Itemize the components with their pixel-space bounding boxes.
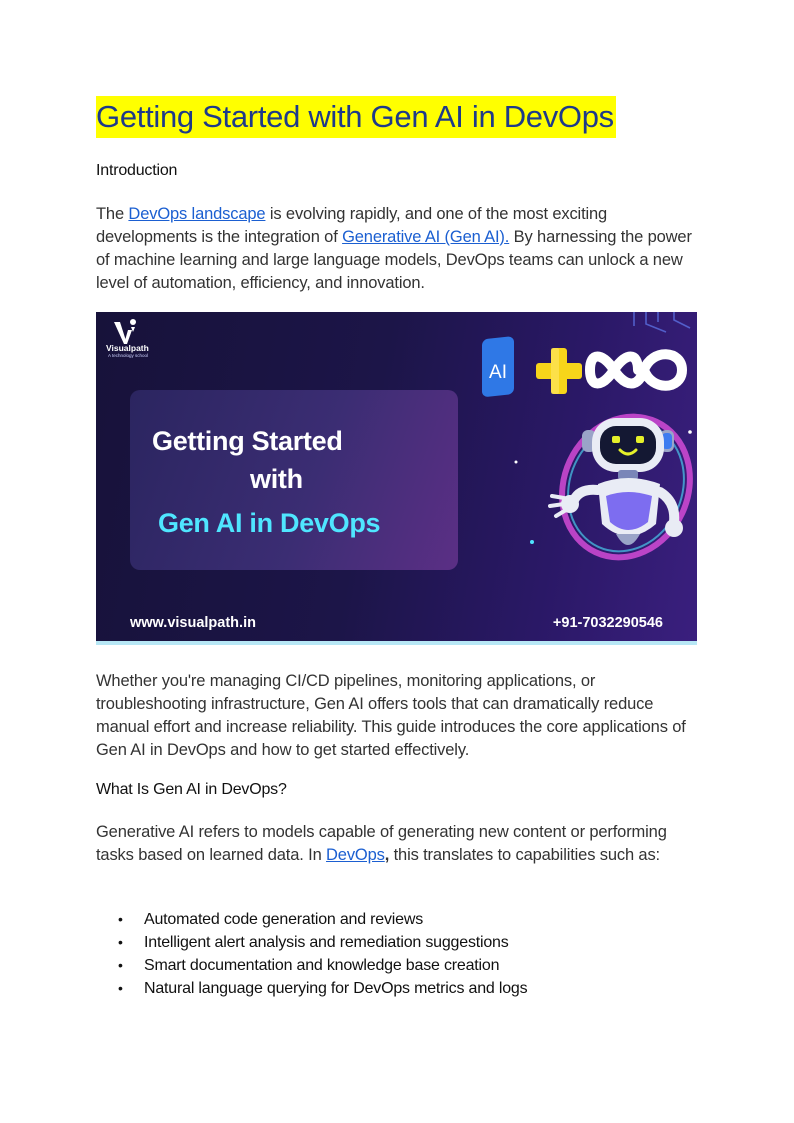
website-text: www.visualpath.in: [130, 615, 256, 631]
list-item: • Automated code generation and reviews: [96, 908, 527, 931]
definition-text-start: Generative AI refers to models capable of generating new content or performing tasks based on learned data. In: [96, 823, 667, 864]
devops-landscape-link[interactable]: DevOps landscape: [128, 205, 266, 223]
brand-tagline: A technology school: [108, 353, 149, 358]
intro-text-mid: is evolving rapidly, and one of the most exciting developments is the integration of: [96, 205, 608, 246]
plus-icon: [536, 348, 582, 394]
brand-name: Visualpath: [106, 343, 149, 353]
banner-title-line2: with: [250, 464, 303, 494]
list-item: • Smart documentation and knowledge base creation: [96, 954, 527, 977]
list-item: • Natural language querying for DevOps metrics and logs: [96, 977, 527, 1000]
banner-title-card: [130, 390, 458, 570]
phone-number: +91-7032290546: [552, 615, 663, 631]
intro-text-start: The: [96, 205, 129, 223]
list-item: • Intelligent alert analysis and remediation suggestions: [96, 931, 527, 954]
overview-paragraph: Whether you're managing CI/CD pipelines, monitoring applications, or troubleshooting infrastructure, Gen AI offers tools that can dramatically reduce manual effort and increase reliability. This guide introduces the core applications of Gen AI in DevOps and how to get started effectively.: [96, 672, 686, 759]
devops-link[interactable]: DevOps: [326, 846, 385, 864]
definition-paragraph: [96, 821, 696, 867]
page-title: Getting Started with Gen AI in DevOps: [96, 96, 616, 138]
infinity-icon: [590, 354, 682, 386]
ai-badge-icon: [482, 336, 514, 397]
banner-bottom-stripe: [96, 641, 697, 645]
hero-banner-image: [96, 312, 697, 645]
banner-title-line3: Gen AI in DevOps: [158, 508, 381, 538]
capabilities-list: [96, 908, 527, 1000]
link-comma: ,: [384, 846, 390, 864]
banner-title-line1: Getting Started: [152, 426, 343, 456]
definition-text-end: this translates to capabilities such as:: [389, 846, 660, 864]
ai-devops-illustration: [476, 312, 697, 612]
intro-paragraph: [96, 203, 696, 295]
circuit-lines-icon: [634, 312, 690, 332]
generative-ai-link[interactable]: Generative AI (Gen AI): [342, 228, 505, 246]
intro-heading: Introduction: [96, 162, 178, 179]
section-heading: What Is Gen AI in DevOps?: [96, 781, 287, 798]
ai-badge-label: AI: [489, 362, 507, 383]
link-period: .: [504, 228, 510, 246]
intro-text-end: By harnessing the power of machine learning and large language models, DevOps teams can unlock a new level of automation, efficiency, and innovation.: [96, 228, 692, 292]
